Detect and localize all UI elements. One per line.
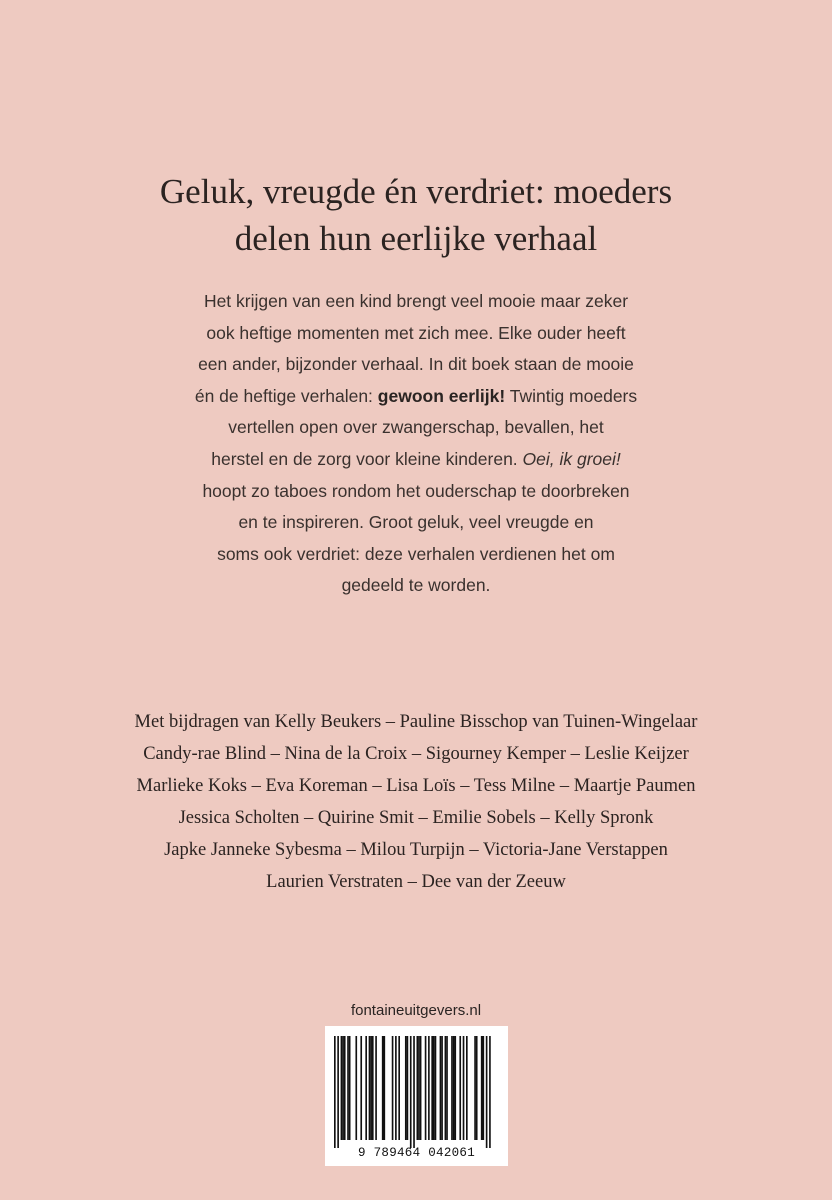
barcode-bar bbox=[446, 1036, 448, 1140]
barcode-bar bbox=[355, 1036, 357, 1140]
barcode-bar bbox=[370, 1036, 372, 1140]
barcode-bar bbox=[405, 1036, 407, 1140]
barcode-bar bbox=[337, 1036, 339, 1148]
contributors-line: Laurien Verstraten – Dee van der Zeeuw bbox=[266, 872, 566, 892]
barcode-bar bbox=[441, 1036, 443, 1140]
publisher-website: fontaineuitgevers.nl bbox=[350, 1002, 482, 1019]
contributors-line: Japke Janneke Sybesma – Milou Turpijn – Victoria-Jane Verstappen bbox=[164, 840, 668, 860]
barcode-bar bbox=[384, 1036, 386, 1140]
barcode-bar bbox=[375, 1036, 377, 1140]
blurb-book-title-italic: Oei, ik groei! bbox=[522, 448, 621, 469]
barcode-bar bbox=[410, 1036, 412, 1148]
barcode-bar bbox=[445, 1036, 447, 1140]
blurb-emphasis: gewoon eerlijk! bbox=[377, 385, 506, 406]
barcode-bar bbox=[420, 1036, 422, 1140]
contributors-line: Met bijdragen van Kelly Beukers – Pauline Bisschop van Tuinen-Wingelaar bbox=[134, 712, 698, 732]
isbn-barcode bbox=[325, 1026, 508, 1166]
barcode-bar bbox=[382, 1036, 384, 1140]
barcode-bar bbox=[476, 1036, 478, 1140]
barcode-bar bbox=[372, 1036, 374, 1140]
barcode-bar bbox=[483, 1036, 485, 1140]
title-line: Geluk, vreugde én verdriet: moeders bbox=[159, 172, 673, 211]
barcode-bar bbox=[433, 1036, 435, 1140]
isbn-first-digit: 9 bbox=[357, 1146, 366, 1160]
barcode-bar bbox=[466, 1036, 468, 1140]
blurb-line: Het krijgen van een kind brengt veel mooie maar zeker bbox=[203, 291, 629, 311]
barcode-bar bbox=[417, 1036, 419, 1140]
blurb-text bbox=[0, 286, 832, 602]
barcode-bar bbox=[489, 1036, 491, 1148]
barcode-bar bbox=[474, 1036, 476, 1140]
barcode-bar bbox=[369, 1036, 371, 1140]
barcode-bar bbox=[398, 1036, 400, 1140]
barcode-bar bbox=[425, 1036, 427, 1140]
barcode-bar bbox=[413, 1036, 415, 1148]
blurb-line: ook heftige momenten met zich mee. Elke ouder heeft bbox=[206, 322, 626, 343]
barcode-bar bbox=[349, 1036, 351, 1140]
isbn-group-right: 042061 bbox=[428, 1146, 476, 1160]
title-line: delen hun eerlijke verhaal bbox=[234, 219, 598, 258]
contributors-line: Marlieke Koks – Eva Koreman – Lisa Loïs – Tess Milne – Maartje Paumen bbox=[136, 776, 696, 796]
blurb-line: vertellen open over zwangerschap, bevallen, het bbox=[228, 417, 604, 438]
barcode-bar bbox=[454, 1036, 456, 1140]
isbn-group-left: 789464 bbox=[373, 1146, 421, 1160]
barcode-bar bbox=[407, 1036, 409, 1140]
barcode-bar bbox=[344, 1036, 346, 1140]
barcode-bar bbox=[451, 1036, 453, 1140]
contributors-line: Jessica Scholten – Quirine Smit – Emilie Sobels – Kelly Spronk bbox=[178, 808, 654, 828]
blurb-text-segment: én de heftige verhalen: bbox=[194, 385, 378, 406]
barcode-bar bbox=[347, 1036, 349, 1140]
barcode-bar bbox=[428, 1036, 430, 1140]
blurb-line: en te inspireren. Groot geluk, veel vreugde en bbox=[238, 512, 594, 533]
isbn-number bbox=[325, 1146, 508, 1160]
book-title bbox=[0, 168, 832, 262]
barcode-bar bbox=[418, 1036, 420, 1140]
barcode-bar bbox=[365, 1036, 367, 1140]
barcode-bar bbox=[395, 1036, 397, 1140]
barcode-bar bbox=[486, 1036, 488, 1148]
contributors-line: Candy-rae Blind – Nina de la Croix – Sigourney Kemper – Leslie Keijzer bbox=[143, 744, 689, 764]
blurb-line bbox=[0, 444, 832, 476]
barcode-bar bbox=[481, 1036, 483, 1140]
blurb-text-segment: Twintig moeders bbox=[505, 385, 638, 406]
barcode-bar bbox=[360, 1036, 362, 1140]
barcode-bars bbox=[325, 1026, 508, 1166]
barcode-bar bbox=[342, 1036, 344, 1140]
blurb-line: een ander, bijzonder verhaal. In dit boek staan de mooie bbox=[198, 354, 634, 375]
barcode-bar bbox=[392, 1036, 394, 1140]
blurb-text-segment: herstel en de zorg voor kleine kinderen. bbox=[211, 448, 523, 469]
barcode-bar bbox=[453, 1036, 455, 1140]
barcode-bar bbox=[431, 1036, 433, 1140]
barcode-bar bbox=[334, 1036, 336, 1148]
blurb-line: hoopt zo taboes rondom het ouderschap te doorbreken bbox=[202, 480, 630, 501]
barcode-bar bbox=[463, 1036, 465, 1140]
blurb-line bbox=[0, 381, 832, 413]
barcode-bar bbox=[341, 1036, 343, 1140]
blurb-line: soms ook verdriet: deze verhalen verdienen het om bbox=[217, 543, 615, 564]
barcode-bar bbox=[440, 1036, 442, 1140]
barcode-bar bbox=[435, 1036, 437, 1140]
blurb-line: gedeeld te worden. bbox=[341, 575, 491, 596]
contributors-list bbox=[0, 706, 832, 898]
barcode-bar bbox=[459, 1036, 461, 1140]
